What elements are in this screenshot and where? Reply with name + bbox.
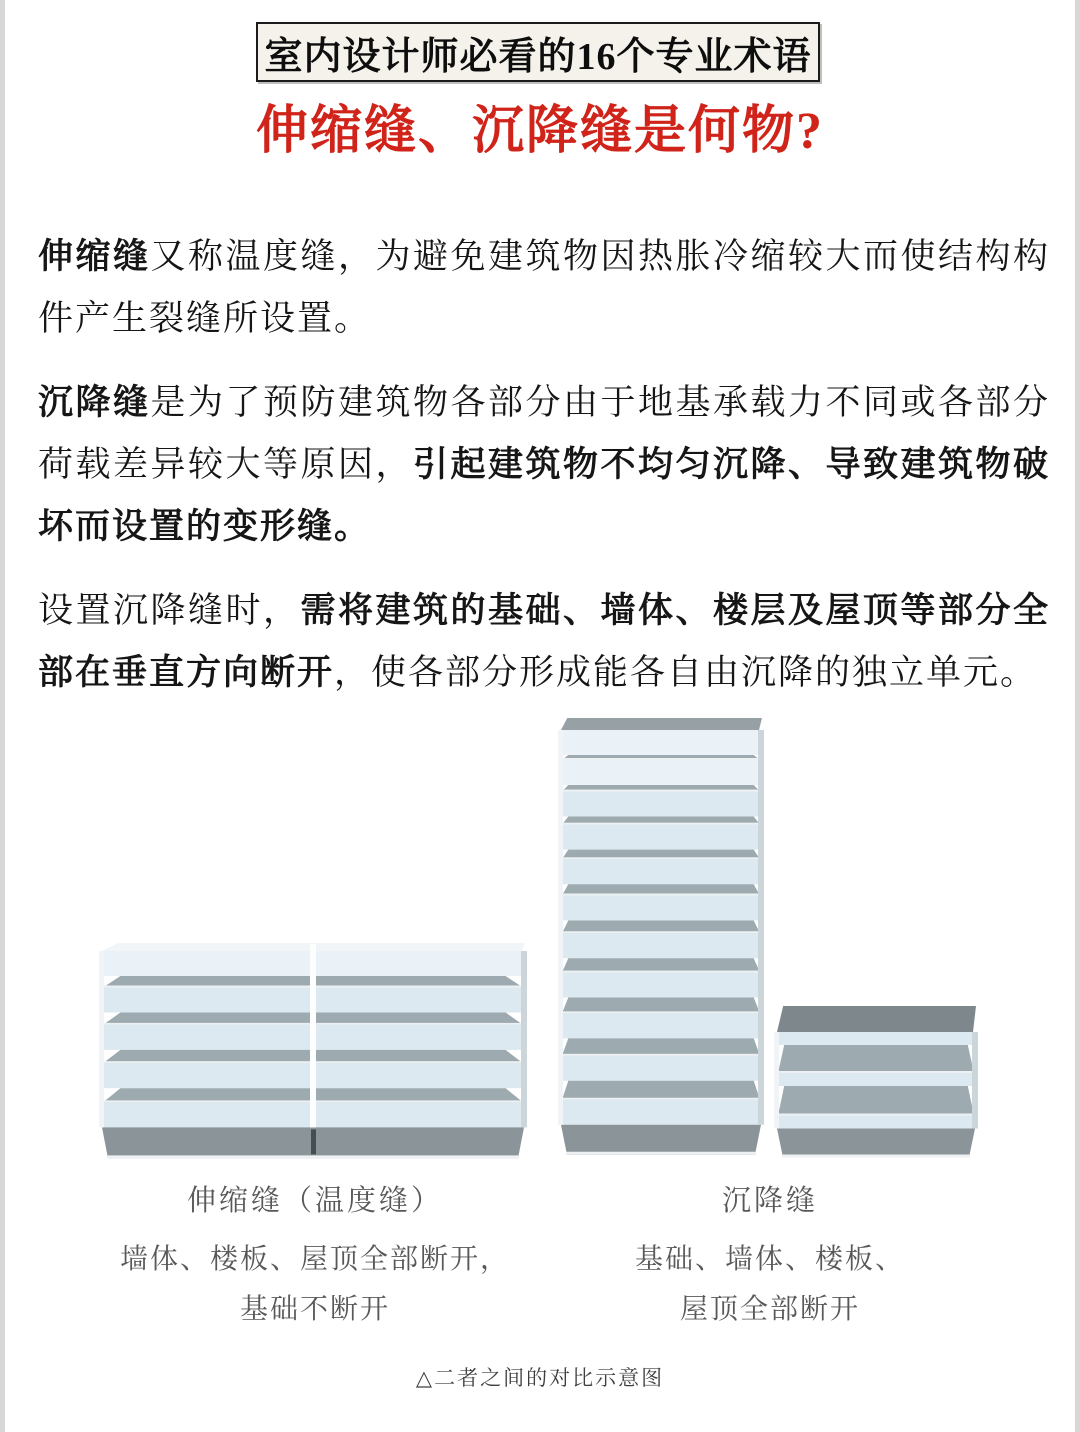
paragraph — [38, 226, 1050, 350]
text-run: 是为了预防建筑物各部分由于地基承载力不同或各部分荷载差异较大等原因， — [38, 383, 1050, 484]
text-run: 设置沉降缝时， — [38, 591, 301, 630]
bold-run: 伸缩缝 — [38, 237, 151, 276]
bold-run: 引起建筑物不均匀沉降、导致建筑物破坏而设置的变形缝。 — [38, 445, 1050, 546]
bold-run: 沉降缝 — [38, 383, 151, 422]
text-run: ，使各部分形成能各自由沉降的独立单元。 — [334, 653, 1038, 692]
paragraph — [38, 580, 1050, 704]
figure-note: △二者之间的对比示意图 — [415, 1367, 665, 1390]
text-run: 又称温度缝，为避免建筑物因热胀冷缩较大而使结构构件产生裂缝所设置。 — [38, 237, 1050, 338]
paragraph — [38, 372, 1050, 558]
page-right-edge — [1075, 0, 1080, 1432]
header-box-title: 室内设计师必看的16个专业术语 — [264, 35, 812, 78]
settlement-joint-caption-title: 沉降缝 — [721, 1185, 818, 1217]
caption-line: 墙体、楼板、屋顶全部断开， — [119, 1243, 510, 1274]
caption-line: 基础、墙体、楼板、 — [634, 1243, 905, 1274]
expansion-joint-caption-title: 伸缩缝（温度缝） — [186, 1185, 443, 1217]
caption-line: 屋顶全部断开 — [679, 1293, 860, 1324]
settlement-joint-caption-lines — [552, 1234, 988, 1334]
page-title: 伸缩缝、沉降缝是何物? — [255, 103, 824, 160]
expansion-joint-illustration — [85, 938, 545, 1174]
settlement-joint-illustration — [552, 712, 988, 1170]
page-left-edge — [0, 0, 5, 1432]
header-box — [256, 22, 820, 82]
expansion-joint-caption — [85, 1176, 545, 1334]
body-paragraphs — [38, 226, 1050, 704]
caption-line: 基础不断开 — [239, 1293, 390, 1324]
bold-run: 需将建筑的基础、墙体、楼层及屋顶等部分全部在垂直方向断开 — [38, 591, 1050, 692]
settlement-joint-caption — [552, 1176, 988, 1334]
expansion-joint-caption-lines — [85, 1234, 545, 1334]
